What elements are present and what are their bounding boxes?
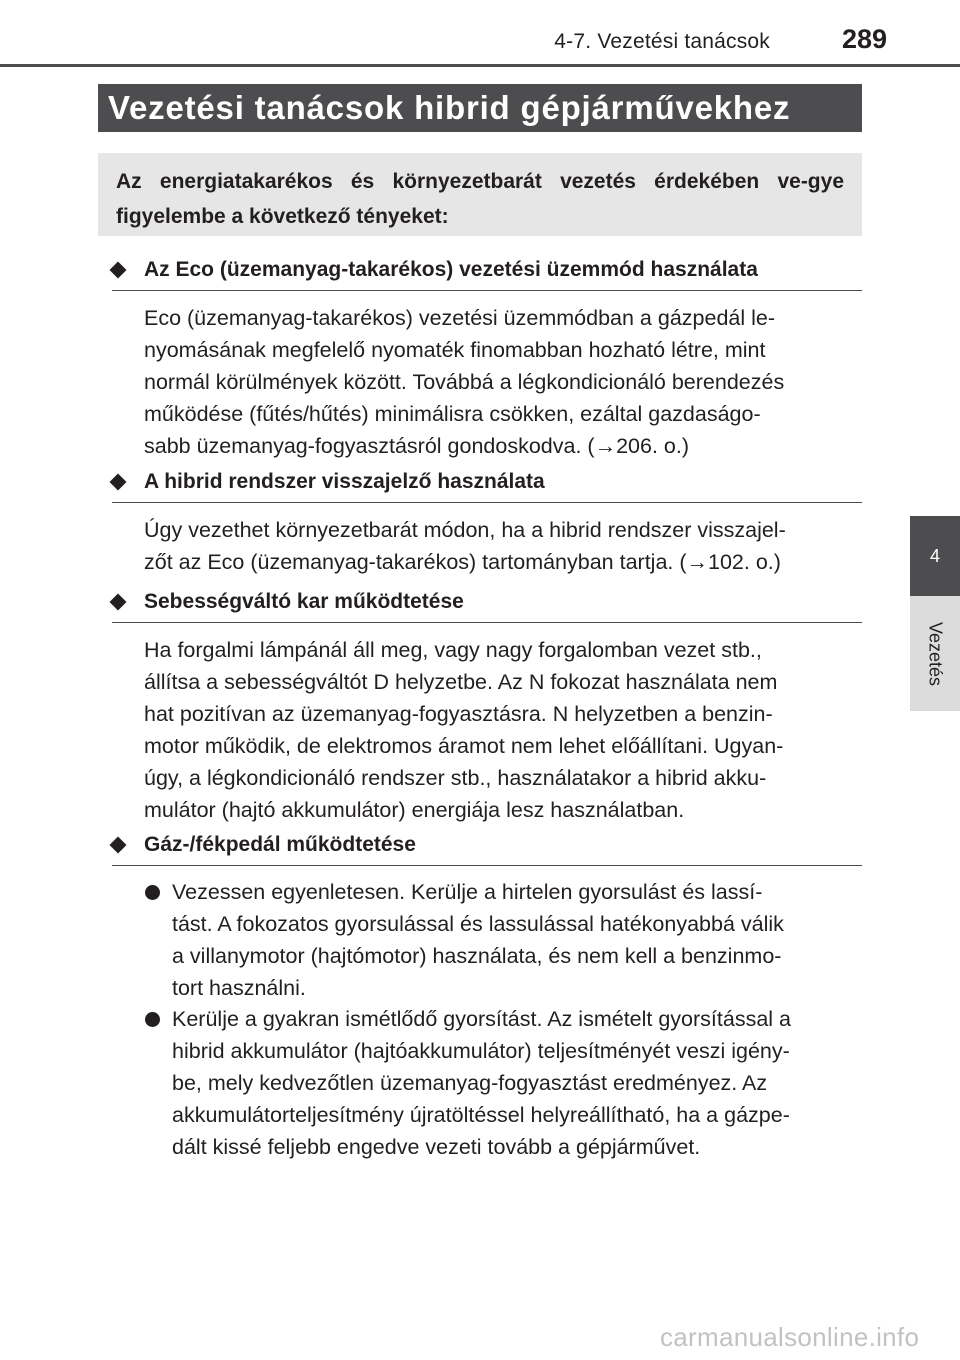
paragraph-line: dált kissé feljebb engedve vezeti tovább a gépjárművet.: [172, 1135, 701, 1159]
section-heading-text: Az Eco (üzemanyag-takarékos) vezetési üzemmód használata: [144, 258, 758, 281]
section-heading-text: A hibrid rendszer visszajelző használata: [144, 470, 545, 493]
section-heading-text: Sebességváltó kar működtetése: [144, 590, 464, 613]
watermark: carmanualsonline.info: [660, 1322, 920, 1352]
paragraph-line: Vezessen egyenletesen. Kerülje a hirtelen gyorsulást és lassí-: [172, 880, 763, 904]
paragraph-line: működése (fűtés/hűtés) minimálisra csökken, ezáltal gazdaságo-: [144, 402, 761, 426]
round-bullet-icon: [145, 1012, 160, 1027]
section-heading-hybrid-indicator: [112, 470, 862, 503]
section-heading-eco-mode: [112, 258, 862, 291]
chapter-title-tab: [910, 596, 960, 711]
section-paragraph-shift-lever: [144, 634, 856, 826]
header-divider: [0, 64, 960, 67]
diamond-bullet-icon: [110, 594, 127, 611]
paragraph-line: tort használni.: [172, 976, 306, 1000]
paragraph-line: nyomásának megfelelő nyomaték finomabban hozható létre, mint: [144, 338, 766, 362]
list-item: [172, 1003, 856, 1163]
round-bullet-icon: [145, 885, 160, 900]
diamond-bullet-icon: [110, 837, 127, 854]
section-heading-text: Gáz-/fékpedál működtetése: [144, 833, 416, 856]
paragraph-line: Kerülje a gyakran ismétlődő gyorsítást. Az ismételt gyorsítással a: [172, 1007, 791, 1031]
diamond-bullet-icon: [110, 262, 127, 279]
paragraph-line: a villanymotor (hajtómotor) használata, és nem kell a benzinmo-: [172, 944, 782, 968]
paragraph-line: hibrid akkumulátor (hajtóakkumulátor) teljesítményét veszi igény-: [172, 1039, 790, 1063]
list-item: [172, 876, 856, 1004]
paragraph-line: úgy, a légkondicionáló rendszer stb., használatakor a hibrid akku-: [144, 766, 767, 790]
paragraph-line: mulátor (hajtó akkumulátor) energiája lesz használatban.: [144, 798, 685, 822]
paragraph-line: Úgy vezethet környezetbarát módon, ha a hibrid rendszer visszajel-: [144, 518, 786, 542]
section-paragraph-hybrid-indicator: [144, 514, 856, 578]
paragraph-line: zőt az Eco (üzemanyag-takarékos) tartományban tartja. (→102. o.): [144, 550, 781, 574]
paragraph-line: normál körülmények között. Továbbá a légkondicionáló berendezés: [144, 370, 785, 394]
intro-box: Az energiatakarékos és környezetbarát vezetés érdekében ve-gye figyelembe a következő tényeket:: [98, 153, 862, 236]
diamond-bullet-icon: [110, 474, 127, 491]
chapter-number-tab: 4: [910, 516, 960, 596]
paragraph-line: állítsa a sebességváltót D helyzetbe. Az N fokozat használata nem: [144, 670, 778, 694]
paragraph-line: akkumulátorteljesítmény újratöltéssel helyreállítható, ha a gázpe-: [172, 1103, 790, 1127]
section-heading-pedal: [112, 833, 862, 866]
running-header-section: 4-7. Vezetési tanácsok: [554, 30, 770, 53]
paragraph-line: sabb üzemanyag-fogyasztásról gondoskodva. (→206. o.): [144, 434, 689, 458]
paragraph-line: Eco (üzemanyag-takarékos) vezetési üzemmódban a gázpedál le-: [144, 306, 775, 330]
paragraph-line: be, mely kedvezőtlen üzemanyag-fogyasztást eredményez. Az: [172, 1071, 768, 1095]
paragraph-line: tást. A fokozatos gyorsulással és lassulással hatékonyabbá válik: [172, 912, 784, 936]
page-number: 289: [842, 24, 888, 54]
page-title: Vezetési tanácsok hibrid gépjárművekhez: [98, 84, 862, 132]
paragraph-line: hat pozitívan az üzemanyag-fogyasztásra. N helyzetben a benzin-: [144, 702, 773, 726]
section-heading-shift-lever: [112, 590, 862, 623]
paragraph-line: motor működik, de elektromos áramot nem lehet előállítani. Ugyan-: [144, 734, 784, 758]
section-paragraph-eco-mode: [144, 302, 856, 462]
chapter-title-text: Vezetés: [925, 621, 946, 686]
paragraph-line: Ha forgalmi lámpánál áll meg, vagy nagy forgalomban vezet stb.,: [144, 638, 762, 662]
